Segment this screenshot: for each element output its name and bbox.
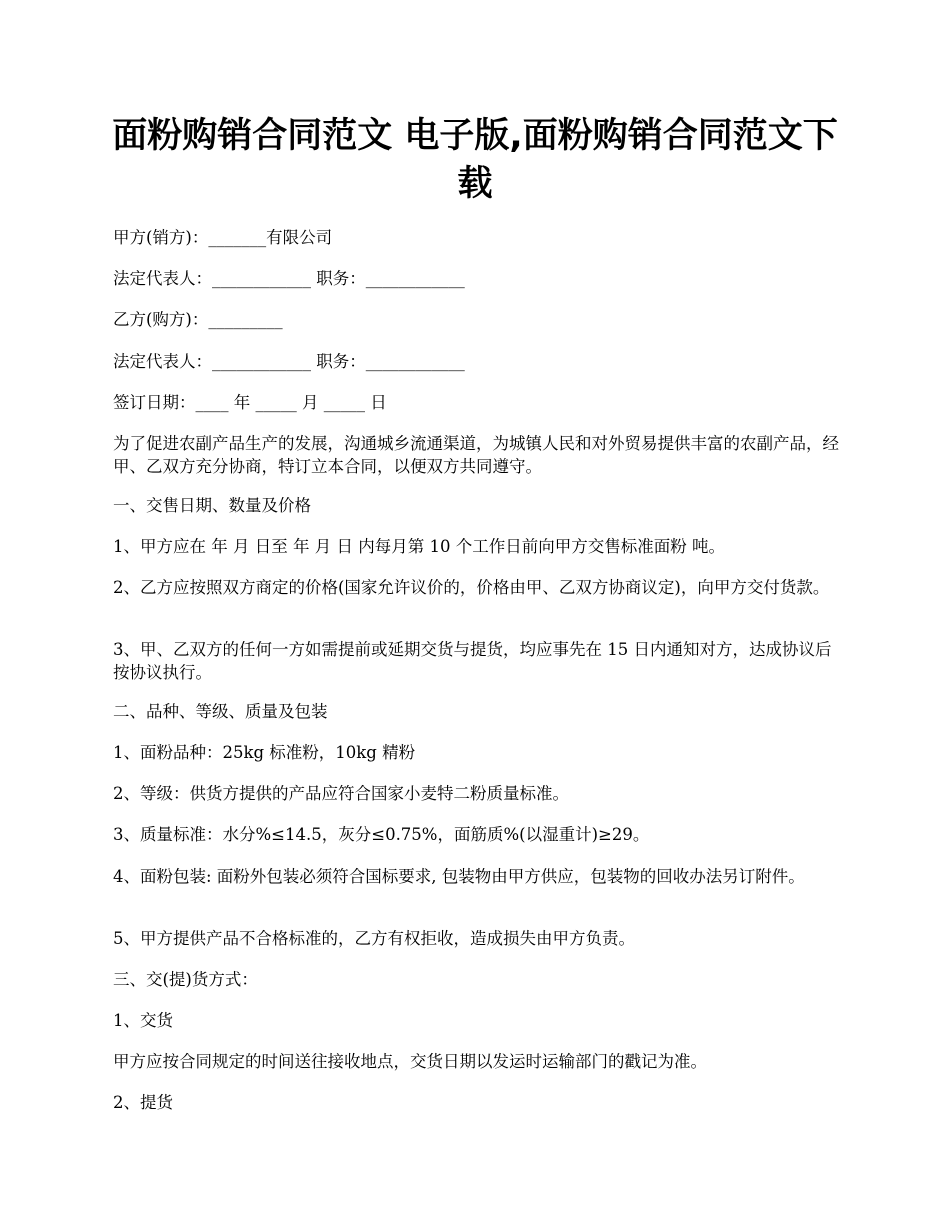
party-a-line: 甲方(销方)：_______有限公司 xyxy=(113,228,333,247)
representative-b-line: 法定代表人：____________ 职务：____________ xyxy=(113,352,465,371)
party-b-line: 乙方(购方)：_________ xyxy=(113,310,283,329)
section-3-item-1: 1、交货 xyxy=(113,1011,173,1030)
intro-paragraph: 为了促进农副产品生产的发展，沟通城乡流通渠道，为城镇人民和对外贸易提供丰富的农副产品，经甲、乙双方充分协商，特订立本合同，以便双方共同遵守。 xyxy=(113,434,839,476)
section-3-heading: 三、交(提)货方式： xyxy=(113,970,258,989)
section-2-item-4: 4、面粉包装: 面粉外包装必须符合国标要求, 包装物由甲方供应，包装物的回收办法另订附件。 xyxy=(113,867,805,886)
section-2-heading: 二、品种、等级、质量及包装 xyxy=(113,702,328,721)
section-3-item-2: 2、提货 xyxy=(113,1093,173,1112)
representative-a-line: 法定代表人：____________ 职务：____________ xyxy=(113,269,465,288)
section-1-item-3: 3、甲、乙双方的任何一方如需提前或延期交货与提货，均应事先在 15 日内通知对方，达成协议后按协议执行。 xyxy=(113,640,832,682)
document-title: 面粉购销合同范文 电子版,面粉购销合同范文下载 xyxy=(112,116,838,204)
section-2-item-5: 5、甲方提供产品不合格标准的，乙方有权拒收，造成损失由甲方负责。 xyxy=(113,929,635,948)
section-2-item-2: 2、等级：供货方提供的产品应符合国家小麦特二粉质量标准。 xyxy=(113,784,569,803)
section-2-item-3: 3、质量标准：水分%≤14.5，灰分≤0.75%，面筋质%(以湿重计)≥29。 xyxy=(113,825,650,844)
section-1-item-2: 2、乙方应按照双方商定的价格(国家允许议价的，价格由甲、乙双方协商议定)，向甲方交付货款。 xyxy=(113,578,830,597)
section-3-item-1-text: 甲方应按合同规定的时间送往接收地点，交货日期以发运时运输部门的戳记为准。 xyxy=(113,1052,707,1071)
section-2-item-1: 1、面粉品种：25kg 标准粉，10kg 精粉 xyxy=(113,743,416,762)
sign-date-line: 签订日期：____ 年 _____ 月 _____ 日 xyxy=(113,393,387,412)
section-1-heading: 一、交售日期、数量及价格 xyxy=(113,496,311,515)
section-1-item-1: 1、甲方应在 年 月 日至 年 月 日 内每月第 10 个工作日前向甲方交售标准面粉 吨。 xyxy=(113,537,725,556)
